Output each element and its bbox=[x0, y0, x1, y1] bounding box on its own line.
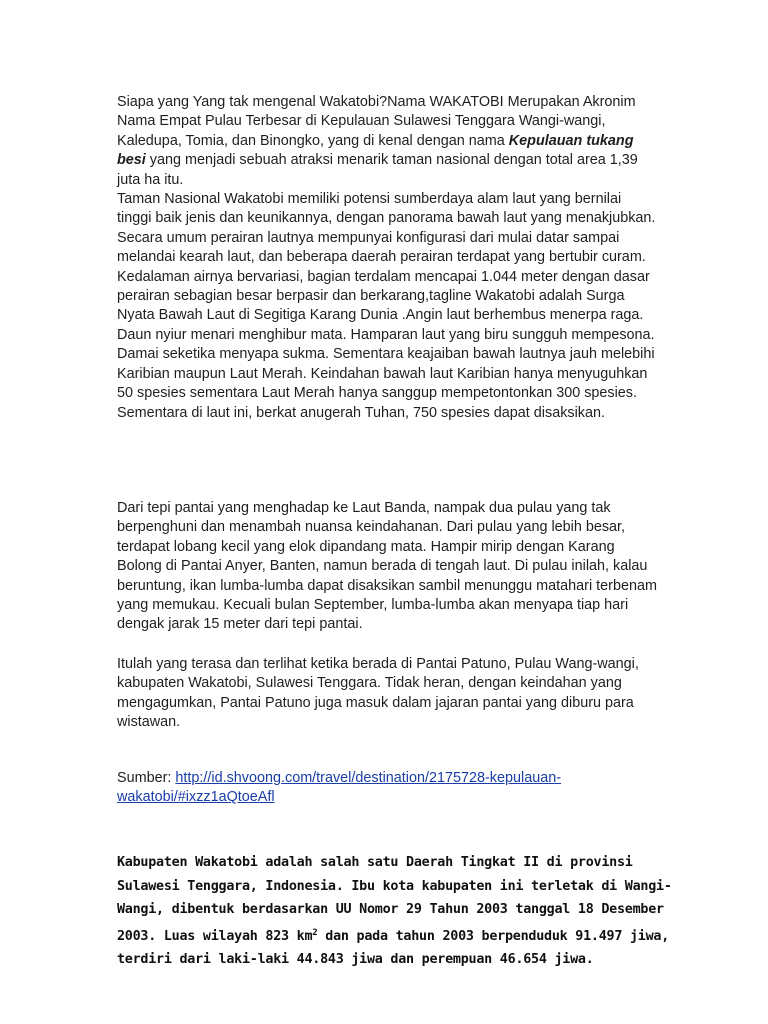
source-citation bbox=[117, 769, 657, 808]
superscript-two: 2 bbox=[312, 927, 318, 938]
kabupaten-text-after: dan pada tahun 2003 berpenduduk 91.497 jiwa, terdiri dari laki-laki 44.843 jiwa dan perempuan 46.654 jiwa. bbox=[117, 928, 670, 967]
taman-nasional-text: Taman Nasional Wakatobi memiliki potensi sumberdaya alam laut yang bernilai tinggi baik jenis dan keunikannya, dengan panorama bawah laut yang menakjubkan. Secara umum perairan lautnya mempunyai konfigurasi dari mulai datar sampai melandai kearah laut, dan beberapa daerah perairan terdapat yang bertubir curam. Kedalaman airnya bervariasi, bagian terdalam mencapai 1.044 meter dengan dasar perairan sebagian besar berpasir dan berkarang,tagline Wakatobi adalah Surga Nyata Bawah Laut di Segitiga Karang Dunia .Angin laut berhembus menerpa raga. Daun nyiur menari menghibur mata. Hamparan laut yang biru sungguh mempesona. Damai seketika menyapa sukma. Sementara keajaiban bawah lautnya jauh melebihi Karibian maupun Laut Merah. Keindahan bawah laut Karibian hanya menyuguhkan 50 spesies sementara Laut Merah hanya sanggup mempetontonkan 300 spesies. Sementara di laut ini, berkat anugerah Tuhan, 750 spesies dapat disaksikan. bbox=[117, 191, 656, 421]
source-label: Sumber: bbox=[117, 770, 172, 786]
intro-tail-text: yang menjadi sebuah atraksi menarik taman nasional dengan total area 1,39 juta ha itu. bbox=[117, 152, 638, 188]
paragraph-laut-banda: Dari tepi pantai yang menghadap ke Laut Banda, nampak dua pulau yang tak berpenghuni dan menambah nuansa keindahanan. Dari pulau yang lebih besar, terdapat lobang kecil yang elok dipandang mata. Hampir mirip dengan Karang Bolong di Pantai Anyer, Banten, namun berada di tengah laut. Di pulau inilah, kalau beruntung, ikan lumba-lumba dapat disaksikan sambil menunggu matahari terbenam yang memukau. Kecuali bulan September, lumba-lumba akan menyapa tiap hari dengak jarak 15 meter dari tepi pantai. bbox=[117, 500, 657, 633]
intro-lead-text: Siapa yang Yang tak mengenal Wakatobi?Nama WAKATOBI Merupakan Akronim Nama Empat Pulau Terbesar di Kepulauan Sulawesi Tenggara Wangi-wangi, Kaledupa, Tomia, dan Binongko, yang di kenal dengan nama bbox=[117, 94, 636, 149]
paragraph-kabupaten-wakatobi bbox=[117, 851, 677, 972]
source-link[interactable]: http://id.shvoong.com/travel/destination/2175728-kepulauan-wakatobi/#ixzz1aQtoeAfl bbox=[117, 770, 561, 806]
paragraph-intro bbox=[117, 93, 657, 423]
kepulauan-tukang-besi-emphasis: Kepulauan tukang besi bbox=[117, 132, 634, 169]
paragraph-pantai-patuno: Itulah yang terasa dan terlihat ketika berada di Pantai Patuno, Pulau Wang-wangi, kabupaten Wakatobi, Sulawesi Tenggara. Tidak heran, dengan keindahan yang mengagumkan, Pantai Patuno juga masuk dalam jajaran pantai yang diburu para wistawan. bbox=[117, 656, 639, 731]
kabupaten-text-before: Kabupaten Wakatobi adalah salah satu Daerah Tingkat II di provinsi Sulawesi Tenggara, Indonesia. Ibu kota kabupaten ini terletak di Wangi-Wangi, dibentuk berdasarkan UU Nomor 29 Tahun 2003 tanggal 18 Desember 2003. Luas wilayah 823 km bbox=[117, 855, 672, 944]
